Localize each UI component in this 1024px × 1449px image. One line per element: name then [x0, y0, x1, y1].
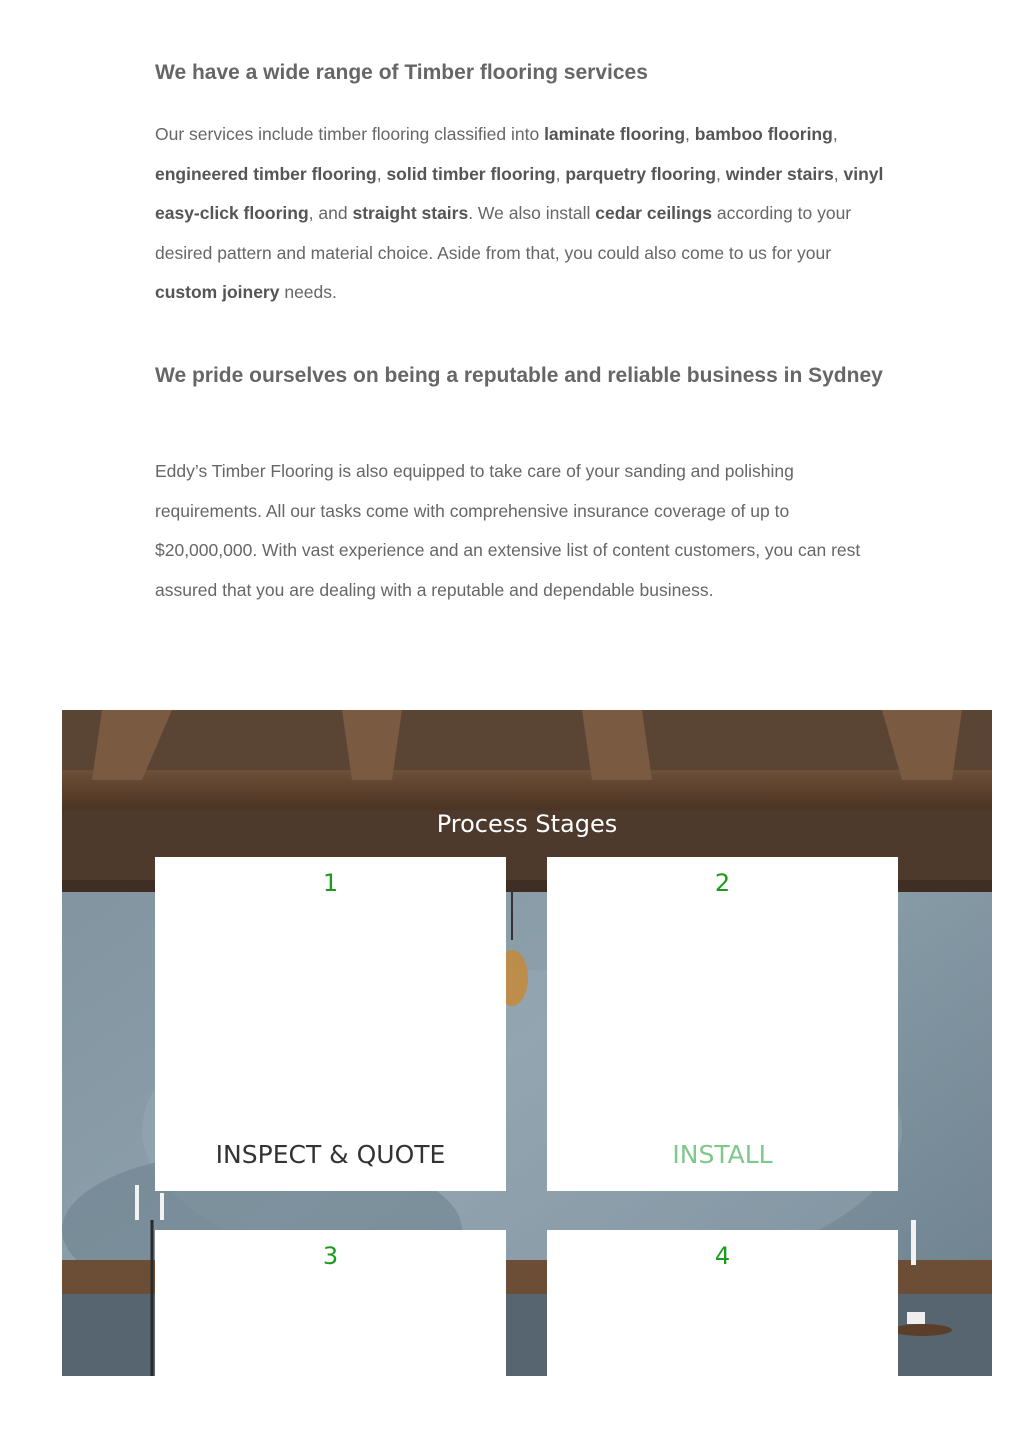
- service-highlight: vinyl easy-click flooring: [155, 163, 884, 223]
- section-heading-reputation: We pride ourselves on being a reputable and reliable business in Sydney: [155, 364, 883, 387]
- stage-card-4: [547, 1230, 898, 1376]
- paragraph-text: ,: [716, 163, 726, 184]
- stage-card-3: [155, 1230, 506, 1376]
- stage-card-1: [155, 857, 506, 1191]
- paragraph-text: ,: [555, 163, 566, 184]
- service-highlight: custom joinery: [155, 282, 280, 302]
- section-heading-services: We have a wide range of Timber flooring services: [155, 61, 648, 84]
- service-highlight: bamboo flooring: [694, 124, 833, 144]
- service-highlight: engineered timber flooring: [155, 163, 377, 184]
- services-paragraph: [155, 115, 890, 313]
- stage-label: INSPECT & QUOTE: [215, 1140, 446, 1169]
- stage-card-2: [547, 857, 898, 1191]
- paragraph-text: ,: [685, 124, 695, 144]
- paragraph-text: needs.: [279, 282, 337, 302]
- paragraph-text: ,: [376, 163, 387, 184]
- service-highlight: cedar ceilings: [595, 203, 713, 223]
- stage-number: 2: [714, 869, 731, 897]
- paragraph-text: Our services include timber flooring classified into: [155, 124, 545, 144]
- stage-number: 3: [322, 1242, 339, 1270]
- stage-number: 1: [322, 869, 339, 897]
- service-highlight: winder stairs: [725, 163, 834, 184]
- service-highlight: straight stairs: [352, 203, 469, 223]
- service-highlight: laminate flooring: [544, 124, 686, 144]
- stage-number: 4: [714, 1242, 731, 1270]
- paragraph-text: , and: [308, 203, 353, 223]
- paragraph-text: . We also install: [468, 203, 596, 223]
- service-highlight: solid timber flooring: [386, 163, 556, 184]
- paragraph-text: according to your desired pattern and material choice. Aside from that, you could also come to us for your: [155, 203, 852, 263]
- process-stages-section: [62, 710, 992, 1376]
- paragraph-text: ,: [833, 163, 844, 184]
- paragraph-text: ,: [832, 124, 838, 144]
- stage-label: INSTALL: [672, 1140, 773, 1169]
- reputation-paragraph: Eddy’s Timber Flooring is also equipped to take care of your sanding and polishing requirements. All our tasks come with comprehensive insurance coverage of up to $20,000,000. With vast experience and an extensive list of content customers, you can rest assured that you are dealing with a reputable and dependable business.: [155, 461, 861, 600]
- process-stages-title: Process Stages: [436, 810, 618, 838]
- service-highlight: parquetry flooring: [565, 163, 717, 184]
